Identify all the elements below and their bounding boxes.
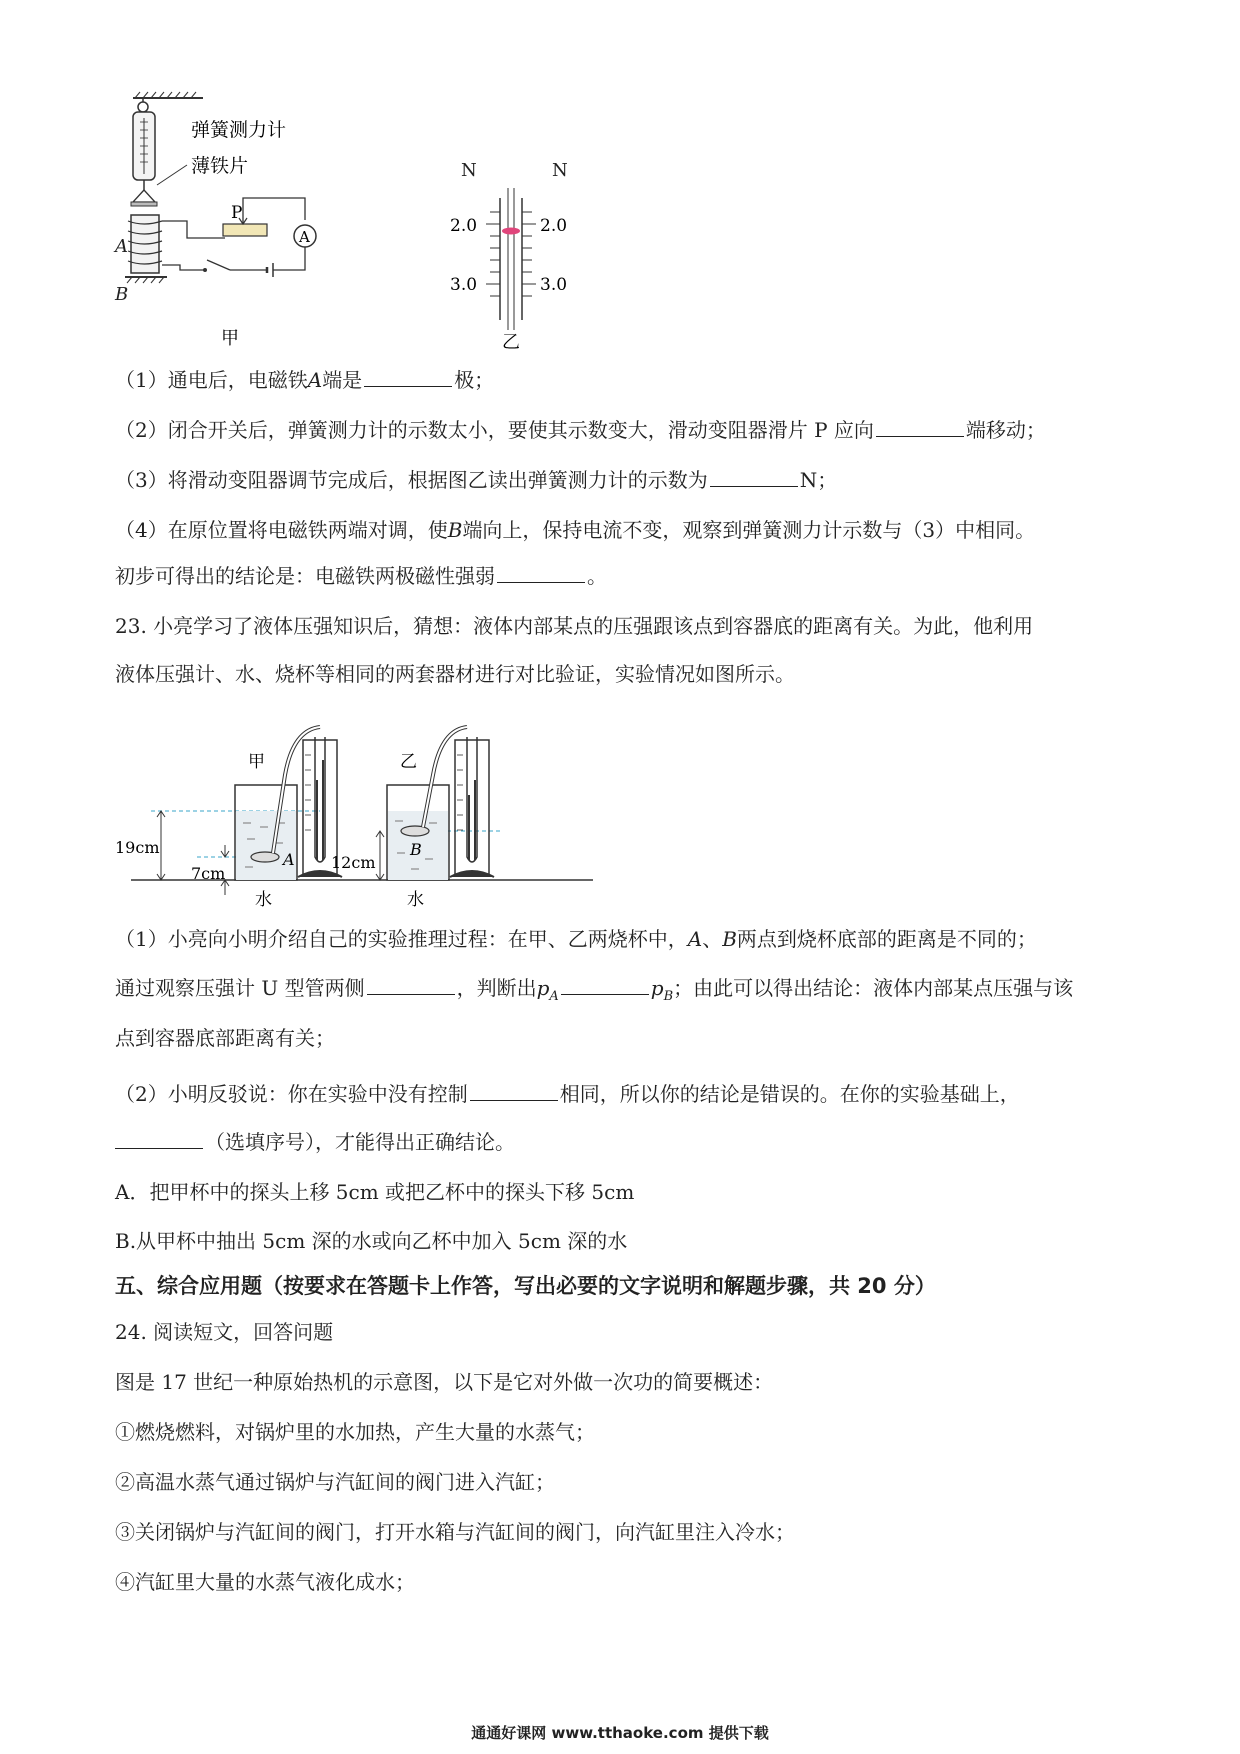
answer-blank[interactable] <box>367 974 455 995</box>
depth-19-label: 19cm <box>115 838 160 857</box>
section-heading: 五、综合应用题（按要求在答题卡上作答，写出必要的文字说明和解题步骤，共 20 分） <box>115 1274 936 1298</box>
water-label-2: 水 <box>407 890 424 910</box>
unit-n-right: N <box>552 160 568 181</box>
q23-part1-line2: 通过观察压强计 U 型管两侧 ，判断出$p_A$ $p_B$；由此可以得出结论：液体内部某点压强与该 <box>115 976 1074 1004</box>
q24-intro: 图是 17 世纪一种原始热机的示意图，以下是它对外做一次功的简要概述： <box>115 1370 774 1394</box>
q22-part2: （2）闭合开关后，弹簧测力计的示数太小，要使其示数变大，滑动变阻器滑片 P 应向 端移动； <box>115 418 1046 442</box>
point-b-label: B <box>410 840 422 859</box>
q23-part2-line2: （选填序号），才能得出正确结论。 <box>115 1128 515 1156</box>
q23-option-a: A．把甲杯中的探头上移 5cm 或把乙杯中的探头下移 5cm <box>115 1180 635 1204</box>
tick-2-right: 2.0 <box>540 216 568 236</box>
depth-12-label: 12cm <box>331 853 376 872</box>
scale-pointer <box>502 228 520 235</box>
answer-blank[interactable] <box>115 1128 203 1149</box>
q24-step-2: ②高温水蒸气通过锅炉与汽缸间的阀门进入汽缸； <box>115 1470 555 1494</box>
q24-step-4: ④汽缸里大量的水蒸气液化成水； <box>115 1570 415 1594</box>
q23-intro-2: 液体压强计、水、烧杯等相同的两套器材进行对比验证，实验情况如图所示。 <box>115 662 795 686</box>
q23-part1-line3: 点到容器底部距离有关； <box>115 1026 335 1050</box>
thin-iron-label: 薄铁片 <box>191 155 249 177</box>
slider-p-label: P <box>231 203 243 223</box>
depth-7-label: 7cm <box>191 864 226 883</box>
q22-part4-conclusion: 初步可得出的结论是：电磁铁两极磁性强弱 。 <box>115 564 607 588</box>
q23-part1-line1: （1）小亮向小明介绍自己的实验推理过程：在甲、乙两烧杯中，A、B两点到烧杯底部的距离是不同的； <box>115 927 1037 951</box>
q24-title: 24. 阅读短文，回答问题 <box>115 1320 334 1344</box>
end-a-text: A <box>115 236 128 257</box>
spring-scale-label: 弹簧测力计 <box>191 119 287 141</box>
end-b-text: B <box>115 284 129 305</box>
beaker-jia-label: 甲 <box>248 752 265 772</box>
answer-blank[interactable] <box>364 366 452 387</box>
answer-blank[interactable] <box>710 466 798 487</box>
page-footer: 通通好课网 www.tthaoke.com 提供下载 <box>471 1724 769 1742</box>
figure-electromagnet <box>125 90 365 355</box>
tick-2-left: 2.0 <box>450 216 478 236</box>
beaker-yi-label: 乙 <box>400 752 417 772</box>
tick-3-right: 3.0 <box>540 275 568 295</box>
q22-part3: （3）将滑动变阻器调节完成后，根据图乙读出弹簧测力计的示数为 N； <box>115 468 838 492</box>
water-label-1: 水 <box>255 890 272 910</box>
unit-n-left: N <box>461 160 477 181</box>
q23-option-b: B.从甲杯中抽出 5cm 深的水或向乙杯中加入 5cm 深的水 <box>115 1229 628 1253</box>
q23-intro-1: 23. 小亮学习了液体压强知识后，猜想：液体内部某点的压强跟该点到容器底的距离有关。为此，他利用 <box>115 614 1034 638</box>
figure-pressure-experiment <box>115 705 595 915</box>
q24-step-1: ①燃烧燃料，对锅炉里的水加热，产生大量的水蒸气； <box>115 1420 595 1444</box>
answer-blank[interactable] <box>497 562 585 583</box>
answer-blank[interactable] <box>876 416 964 437</box>
answer-blank[interactable] <box>470 1080 558 1101</box>
figure-scale-reading <box>440 180 600 355</box>
answer-blank[interactable] <box>561 974 649 995</box>
caption-jia: 甲 <box>221 328 239 349</box>
tick-3-left: 3.0 <box>450 275 478 295</box>
point-a-label: A <box>283 850 295 869</box>
q22-part1: （1）通电后，电磁铁A端是 极； <box>115 368 495 392</box>
q24-step-3: ③关闭锅炉与汽缸间的阀门，打开水箱与汽缸间的阀门，向汽缸里注入冷水； <box>115 1520 795 1544</box>
caption-yi: 乙 <box>502 332 520 353</box>
ammeter-label: A <box>299 228 310 246</box>
q23-part2-line1: （2）小明反驳说：你在实验中没有控制 相同，所以你的结论是错误的。在你的实验基础上， <box>115 1082 1020 1106</box>
q22-part4: （4）在原位置将电磁铁两端对调，使B端向上，保持电流不变，观察到弹簧测力计示数与（3）中相同。 <box>115 518 1036 542</box>
